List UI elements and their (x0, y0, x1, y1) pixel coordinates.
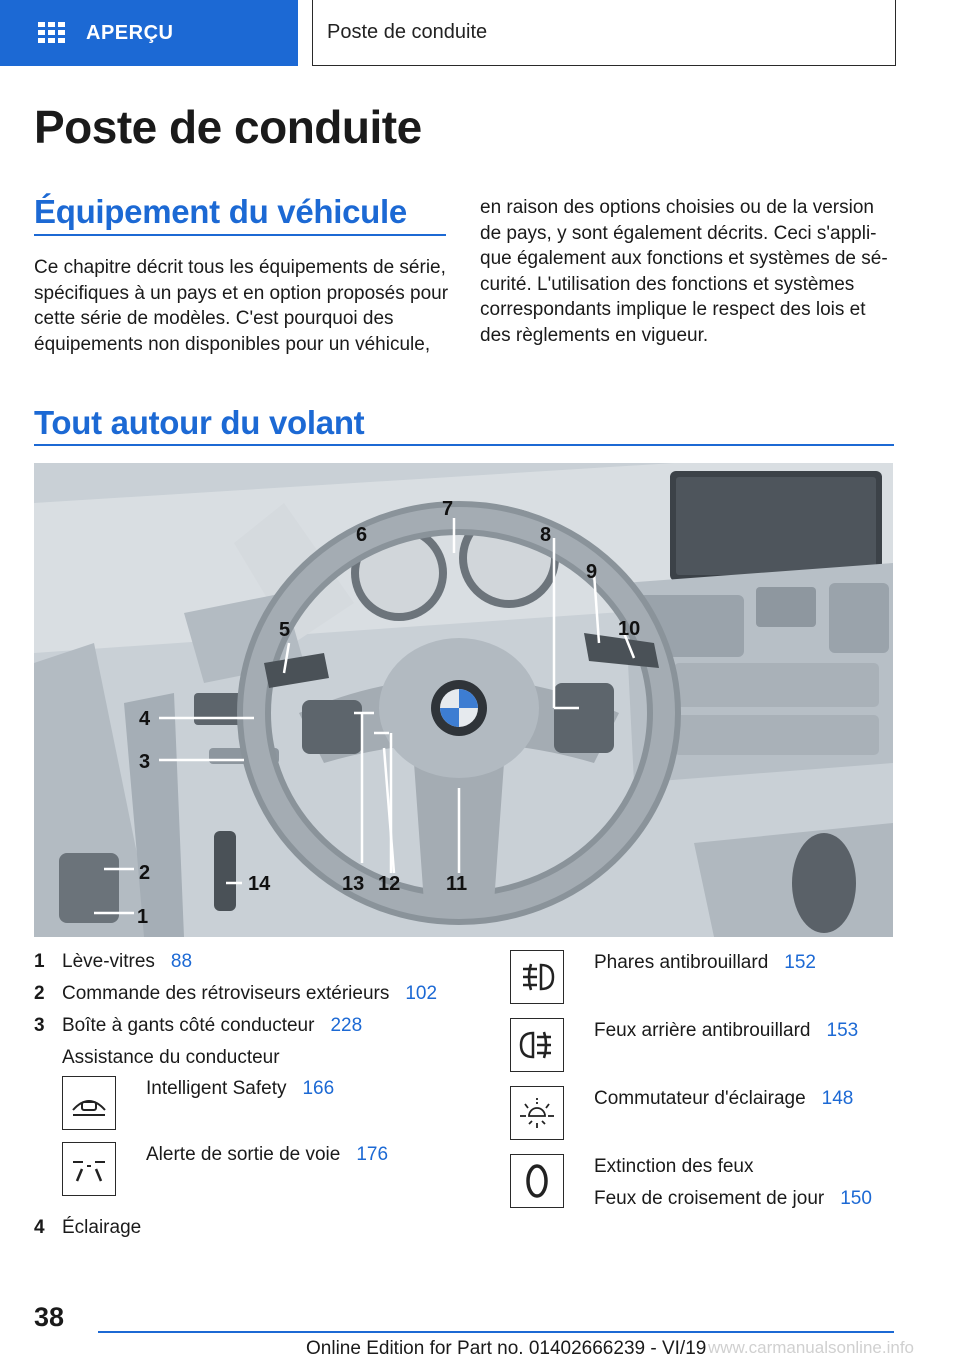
page-title: Poste de conduite (34, 101, 422, 153)
item-label: Extinction des feux (594, 1156, 754, 1177)
item-number: 2 (34, 983, 45, 1004)
footer-edition: Online Edition for Part no. 01402666239 - VI/19 (306, 1338, 707, 1359)
section-divider (34, 234, 446, 236)
front-fog-light-icon (510, 950, 564, 1004)
overview-tab-label: APERÇU (86, 21, 174, 44)
page-ref-link[interactable]: 148 (821, 1088, 854, 1109)
callout-5: 5 (279, 619, 291, 641)
page-ref-link[interactable]: 228 (330, 1015, 363, 1036)
footer-divider (98, 1331, 894, 1333)
callout-4: 4 (139, 708, 151, 730)
lights-off-icon (510, 1154, 564, 1208)
item-label: Intelligent Safety (146, 1078, 287, 1099)
page-number: 38 (34, 1302, 65, 1332)
lane-departure-icon (62, 1142, 116, 1196)
item-label: Éclairage (62, 1217, 142, 1238)
list-item (510, 1086, 910, 1140)
callout-9: 9 (586, 561, 598, 583)
page-ref-link[interactable]: 102 (405, 983, 438, 1004)
item-label: Commutateur d'éclairage (594, 1088, 806, 1109)
item-label: Alerte de sortie de voie (146, 1144, 341, 1165)
callout-6: 6 (356, 524, 368, 546)
callout-11: 11 (446, 873, 468, 895)
item-number: 3 (34, 1015, 45, 1036)
item-label: Feux arrière antibrouillard (594, 1020, 811, 1041)
callout-3: 3 (139, 751, 151, 773)
list-item (62, 1142, 474, 1196)
callout-12: 12 (378, 873, 401, 895)
page-ref-link[interactable]: 88 (170, 951, 193, 972)
list-item (510, 1154, 910, 1211)
item-label-secondary: Feux de croisement de jour (594, 1188, 825, 1209)
page-ref-link[interactable]: 152 (784, 952, 816, 973)
callout-8: 8 (540, 524, 552, 546)
list-item (510, 950, 910, 1004)
item-label: Boîte à gants côté conducteur (62, 1015, 315, 1036)
item-number: 1 (34, 951, 45, 972)
paragraph-right: en raison des options choisies ou de la version de pays, y sont également décrits. Ceci s'appli-que également aux fonctions et systèmes de sé-curité. L'utilisation des fonctions et systèmes correspondants implique le respect des lois et des règlements en vigueur. (480, 197, 888, 346)
section-title-equipment: Équipement du véhicule (34, 193, 407, 230)
section-title-steering: Tout autour du volant (34, 404, 365, 441)
intelligent-safety-icon (62, 1076, 116, 1130)
legend-list-left (34, 950, 474, 1240)
legend-list-right (510, 950, 910, 1211)
page-ref-link[interactable]: 153 (826, 1020, 859, 1041)
item-number: 4 (34, 1217, 45, 1238)
item-label: Commande des rétroviseurs extérieurs (62, 983, 390, 1004)
list-item (34, 1014, 474, 1038)
list-item (510, 1018, 910, 1072)
callout-13: 13 (342, 873, 365, 895)
item-label: Phares antibrouillard (594, 952, 769, 973)
paragraph-left: Ce chapitre décrit tous les équipements de série, spécifiques à un pays et en option proposés pour cette série de modèles. C'est pourquoi des équipements non disponibles pour un véhicule, (34, 257, 449, 355)
callout-2: 2 (139, 862, 151, 884)
page-ref-link[interactable]: 176 (356, 1144, 389, 1165)
list-item (34, 950, 474, 974)
rear-fog-light-icon (510, 1018, 564, 1072)
list-item (62, 1076, 474, 1130)
list-item (34, 1216, 474, 1240)
cockpit-drawing (34, 463, 893, 937)
grid-menu-icon (38, 22, 66, 44)
cockpit-illustration (34, 463, 893, 937)
footer-watermark: www.carmanualsonline.info (708, 1338, 914, 1357)
subheading-label: Assistance du conducteur (62, 1047, 280, 1068)
page-ref-link[interactable]: 150 (840, 1188, 872, 1209)
list-item (34, 982, 474, 1006)
overview-tab[interactable] (0, 0, 298, 66)
callout-14: 14 (248, 873, 271, 895)
item-label: Lève-vitres (62, 951, 155, 972)
list-subheading (34, 1046, 474, 1070)
page-ref-link[interactable]: 166 (302, 1078, 335, 1099)
light-switch-icon (510, 1086, 564, 1140)
callout-1: 1 (137, 906, 149, 928)
callout-7: 7 (442, 498, 454, 520)
breadcrumb: Poste de conduite (312, 0, 896, 66)
section-divider (34, 444, 894, 446)
callout-10: 10 (618, 618, 641, 640)
